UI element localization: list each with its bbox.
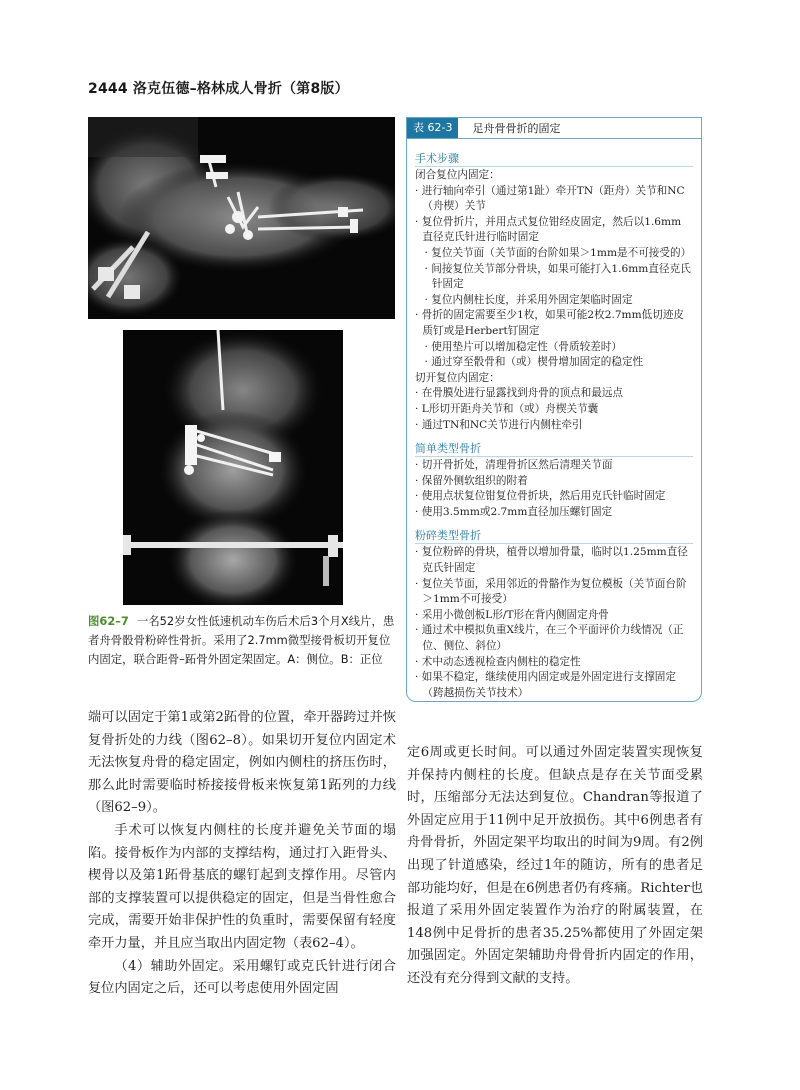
- table-row: · 复位关节面，采用邻近的骨骼作为复位模板（关节面台阶＞1mm不可接受）: [415, 577, 687, 606]
- body-column-left: [88, 707, 396, 1001]
- table-row: · 在骨膜处进行显露找到舟骨的顶点和最远点: [415, 387, 624, 400]
- table-row: · L形切开距舟关节和（或）舟楔关节囊: [415, 402, 599, 415]
- table-row: · 骨折的固定需要至少1枚，如果可能2枚2.7mm低切迹皮质钉或是Herbert钉固定: [415, 309, 685, 337]
- body-paragraph: 端可以固定于第1或第2跖骨的位置，牵开器跨过并恢复骨折处的力线（图62–8）。如果切开复位内固定术无法恢复舟骨的稳定固定，例如内侧柱的挤压伤时，那么此时需要临时桥接接骨板来恢复第1跖列的力线（图62–9）。: [88, 710, 396, 816]
- running-head: 2444 洛克伍德–格林成人骨折（第8版）: [88, 81, 349, 97]
- table-row: · 使用点状复位钳复位骨折块，然后用克氏针临时固定: [415, 490, 666, 503]
- table-row: · 通过术中模拟负重X线片，在三个平面评价力线情况（正位、侧位、斜位）: [415, 624, 684, 653]
- body-paragraph: 定6周或更长时间。可以通过外固定装置实现恢复并保持内侧柱的长度。但缺点是存在关节面受累时，压缩部分无法达到复位。Chandran等报道了外固定应用于11例中足开放损伤。其中6例患者有舟骨骨折，外固定架平均取出的时间为9周。有2例出现了针道感染，经过1年的随访，所有的患者足部功能均好，但是在6例患者仍有疼痛。Richter也报道了采用外固定装置作为治疗的附属装置，在148例中足骨折的患者35.25%都使用了外固定架加强固定。外固定架辅助舟骨骨折内固定的作用，还没有充分得到文献的支持。: [407, 745, 703, 986]
- table-row: · 通过穿至骰骨和（或）楔骨增加固定的稳定性: [424, 356, 644, 369]
- body-column-right: [407, 742, 703, 991]
- table-header: [407, 118, 701, 139]
- table-section-heading: 粉碎类型骨折: [415, 528, 693, 544]
- table-row: · 保留外侧软组织的附着: [415, 474, 528, 487]
- table-row: · 复位粉碎的骨块，植骨以增加骨量，临时以1.25mm直径克氏针固定: [415, 546, 688, 575]
- table-row: · 如果不稳定，继续使用内固定或是外固定进行支撑固定（跨越损伤关节技术）: [415, 671, 676, 699]
- table-row: 切开复位内固定：: [415, 371, 500, 384]
- table-row: · 采用小微创板L形/T形在背内侧固定舟骨: [415, 608, 609, 621]
- table-section-heading: 手术步骤: [415, 151, 693, 167]
- body-paragraph: 手术可以恢复内侧柱的长度并避免关节面的塌陷。接骨板作为内部的支撑结构，通过打入距骨头、楔骨以及第1跖骨基底的螺钉起到支撑作用。尽管内部的支撑装置可以提供稳定的固定，但是当骨性愈合完成，需要开始非保护性的负重时，需要保留有轻度牵开力量，并且应当取出内固定物（表62–4）。: [88, 822, 396, 951]
- figure-caption-text: 一名52岁女性低速机动车伤后术后3个月X线片，患者舟骨骰骨粉碎性骨折。采用了2.7mm微型接骨板切开复位内固定，联合距骨–跖骨外固定架固定。A：侧位。B：正位: [88, 614, 395, 666]
- figure-caption: [88, 612, 398, 669]
- table-row: · 进行轴向牵引（通过第1趾）牵开TN（距舟）关节和NC（舟楔）关节: [415, 184, 685, 213]
- xray-lateral-image: [88, 117, 395, 319]
- table-row: · 间接复位关节部分骨块，如果可能打入1.6mm直径克氏针固定: [424, 262, 691, 291]
- figure-label: 图62–7: [88, 614, 129, 628]
- table-body: [407, 139, 701, 701]
- body-paragraph: （4）辅助外固定。采用螺钉或克氏针进行闭合复位内固定之后，还可以考虑使用外固定固: [88, 958, 396, 997]
- table-row: · 复位内侧柱长度，并采用外固定架临时固定: [424, 293, 633, 306]
- table-row: 闭合复位内固定：: [415, 169, 500, 181]
- fixation-table: [406, 117, 702, 702]
- table-number: 表 62-3: [407, 118, 458, 138]
- table-row: · 切开骨折处，清理骨折区然后清理关节面: [415, 459, 613, 472]
- table-row: · 使用垫片可以增加稳定性（骨质较差时）: [424, 340, 622, 353]
- table-row: · 通过TN和NC关节进行内侧柱牵引: [415, 418, 583, 431]
- table-title: 足舟骨骨折的固定: [472, 122, 561, 135]
- table-row: · 复位骨折片，并用点式复位钳经皮固定，然后以1.6mm 直径克氏针进行临时固定: [415, 215, 682, 244]
- xray-ap-image: [123, 330, 343, 605]
- table-section-heading: 简单类型骨折: [415, 441, 693, 457]
- table-row: · 复位关节面（关节面的台阶如果＞1mm是不可接受的）: [424, 246, 692, 259]
- table-row: · 术中动态透视检查内侧柱的稳定性: [415, 655, 581, 668]
- table-row: · 使用3.5mm或2.7mm直径加压螺钉固定: [415, 505, 613, 518]
